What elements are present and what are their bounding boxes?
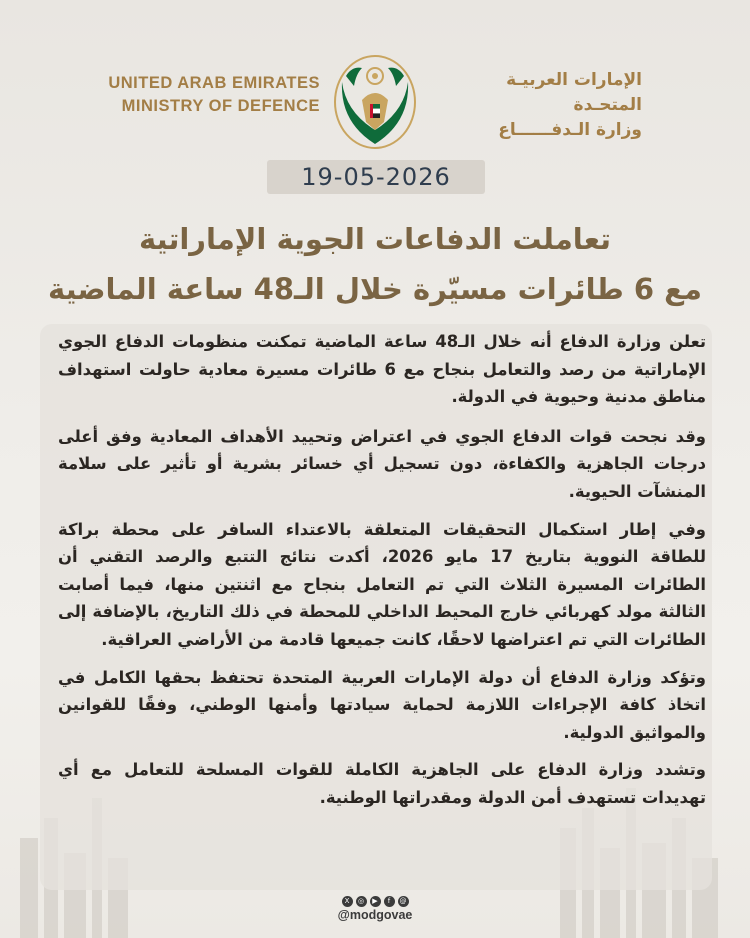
social-footer [320, 896, 430, 922]
paragraph-4: وتؤكد وزارة الدفاع أن دولة الإمارات العربية المتحدة تحتفظ بحقها الكامل في اتخاذ كافة الإجراءات اللازمة لحماية سيادتها وأمنها الوطني، وفقًا للقوانين والمواثيق الدولية. [58, 667, 706, 742]
country-name-en: UNITED ARAB EMIRATES [108, 74, 320, 92]
paragraph-5: وتشدد وزارة الدفاع على الجاهزية الكاملة للقوات المسلحة للتعامل مع أي تهديدات تستهدف أمن الدولة ومقدراتها الوطنية. [58, 760, 706, 807]
ministry-name-ar: وزارة الـدفــــــاع [498, 120, 642, 140]
ministry-name-arabic [432, 68, 642, 143]
paragraph-2: وقد نجحت قوات الدفاع الجوي في اعتراض وتحييد الأهداف المعادية وفق أعلى درجات الجاهزية والكفاءة، دون تسجيل أي خسائر بشرية أو تأثير على سلامة المنشآت الحيوية. [58, 426, 706, 501]
ministry-name-en: MINISTRY OF DEFENCE [121, 97, 320, 115]
ministry-name-english [108, 72, 320, 118]
statement-body [58, 328, 706, 822]
header [0, 52, 750, 162]
threads-icon[interactable]: @ [399, 897, 407, 905]
headline-line-1: تعاملت الدفاعات الجوية الإماراتية [139, 222, 611, 256]
youtube-icon[interactable]: ▶ [370, 896, 381, 907]
social-icons-row [320, 896, 430, 907]
headline [30, 214, 720, 314]
paragraph-3: وفي إطار استكمال التحقيقات المتعلقة بالاعتداء السافر على محطة براكة للطاقة النووية بتاريخ 17 مايو 2026، أكدت نتائج التتبع والرصد التقني أن الطائرات المسيرة الثلاث التي تم التعامل بنجاح مع اثنتين منها، فيما أصابت الثالثة مولد كهربائي خارج المحيط الداخلي للمحطة في ذلك التاريخ، بالإضافة إلى الطائرات التي تم اعتراضها لاحقًا، كانت جميعها قادمة من الأراضي العراقية. [58, 519, 706, 649]
paragraph-1: تعلن وزارة الدفاع أنه خلال الـ48 ساعة الماضية تمكنت منظومات الدفاع الجوي الإماراتية من رصد والتعامل بنجاح مع 6 طائرات مسيرة معادية حاولت استهداف مناطق مدنية وحيوية في الدولة. [58, 332, 706, 407]
x-icon[interactable]: X [342, 896, 353, 907]
instagram-icon[interactable]: ◎ [356, 896, 367, 907]
headline-line-2: مع 6 طائرات مسيّرة خلال الـ48 ساعة الماضية [48, 272, 702, 306]
country-name-ar: الإمارات العربيـة المتحـدة [506, 70, 642, 115]
ministry-emblem-logo [332, 52, 418, 152]
social-handle[interactable]: @modgovae [337, 908, 413, 922]
facebook-icon[interactable]: f [384, 896, 395, 907]
date-badge: 19-05-2026 [267, 160, 485, 194]
